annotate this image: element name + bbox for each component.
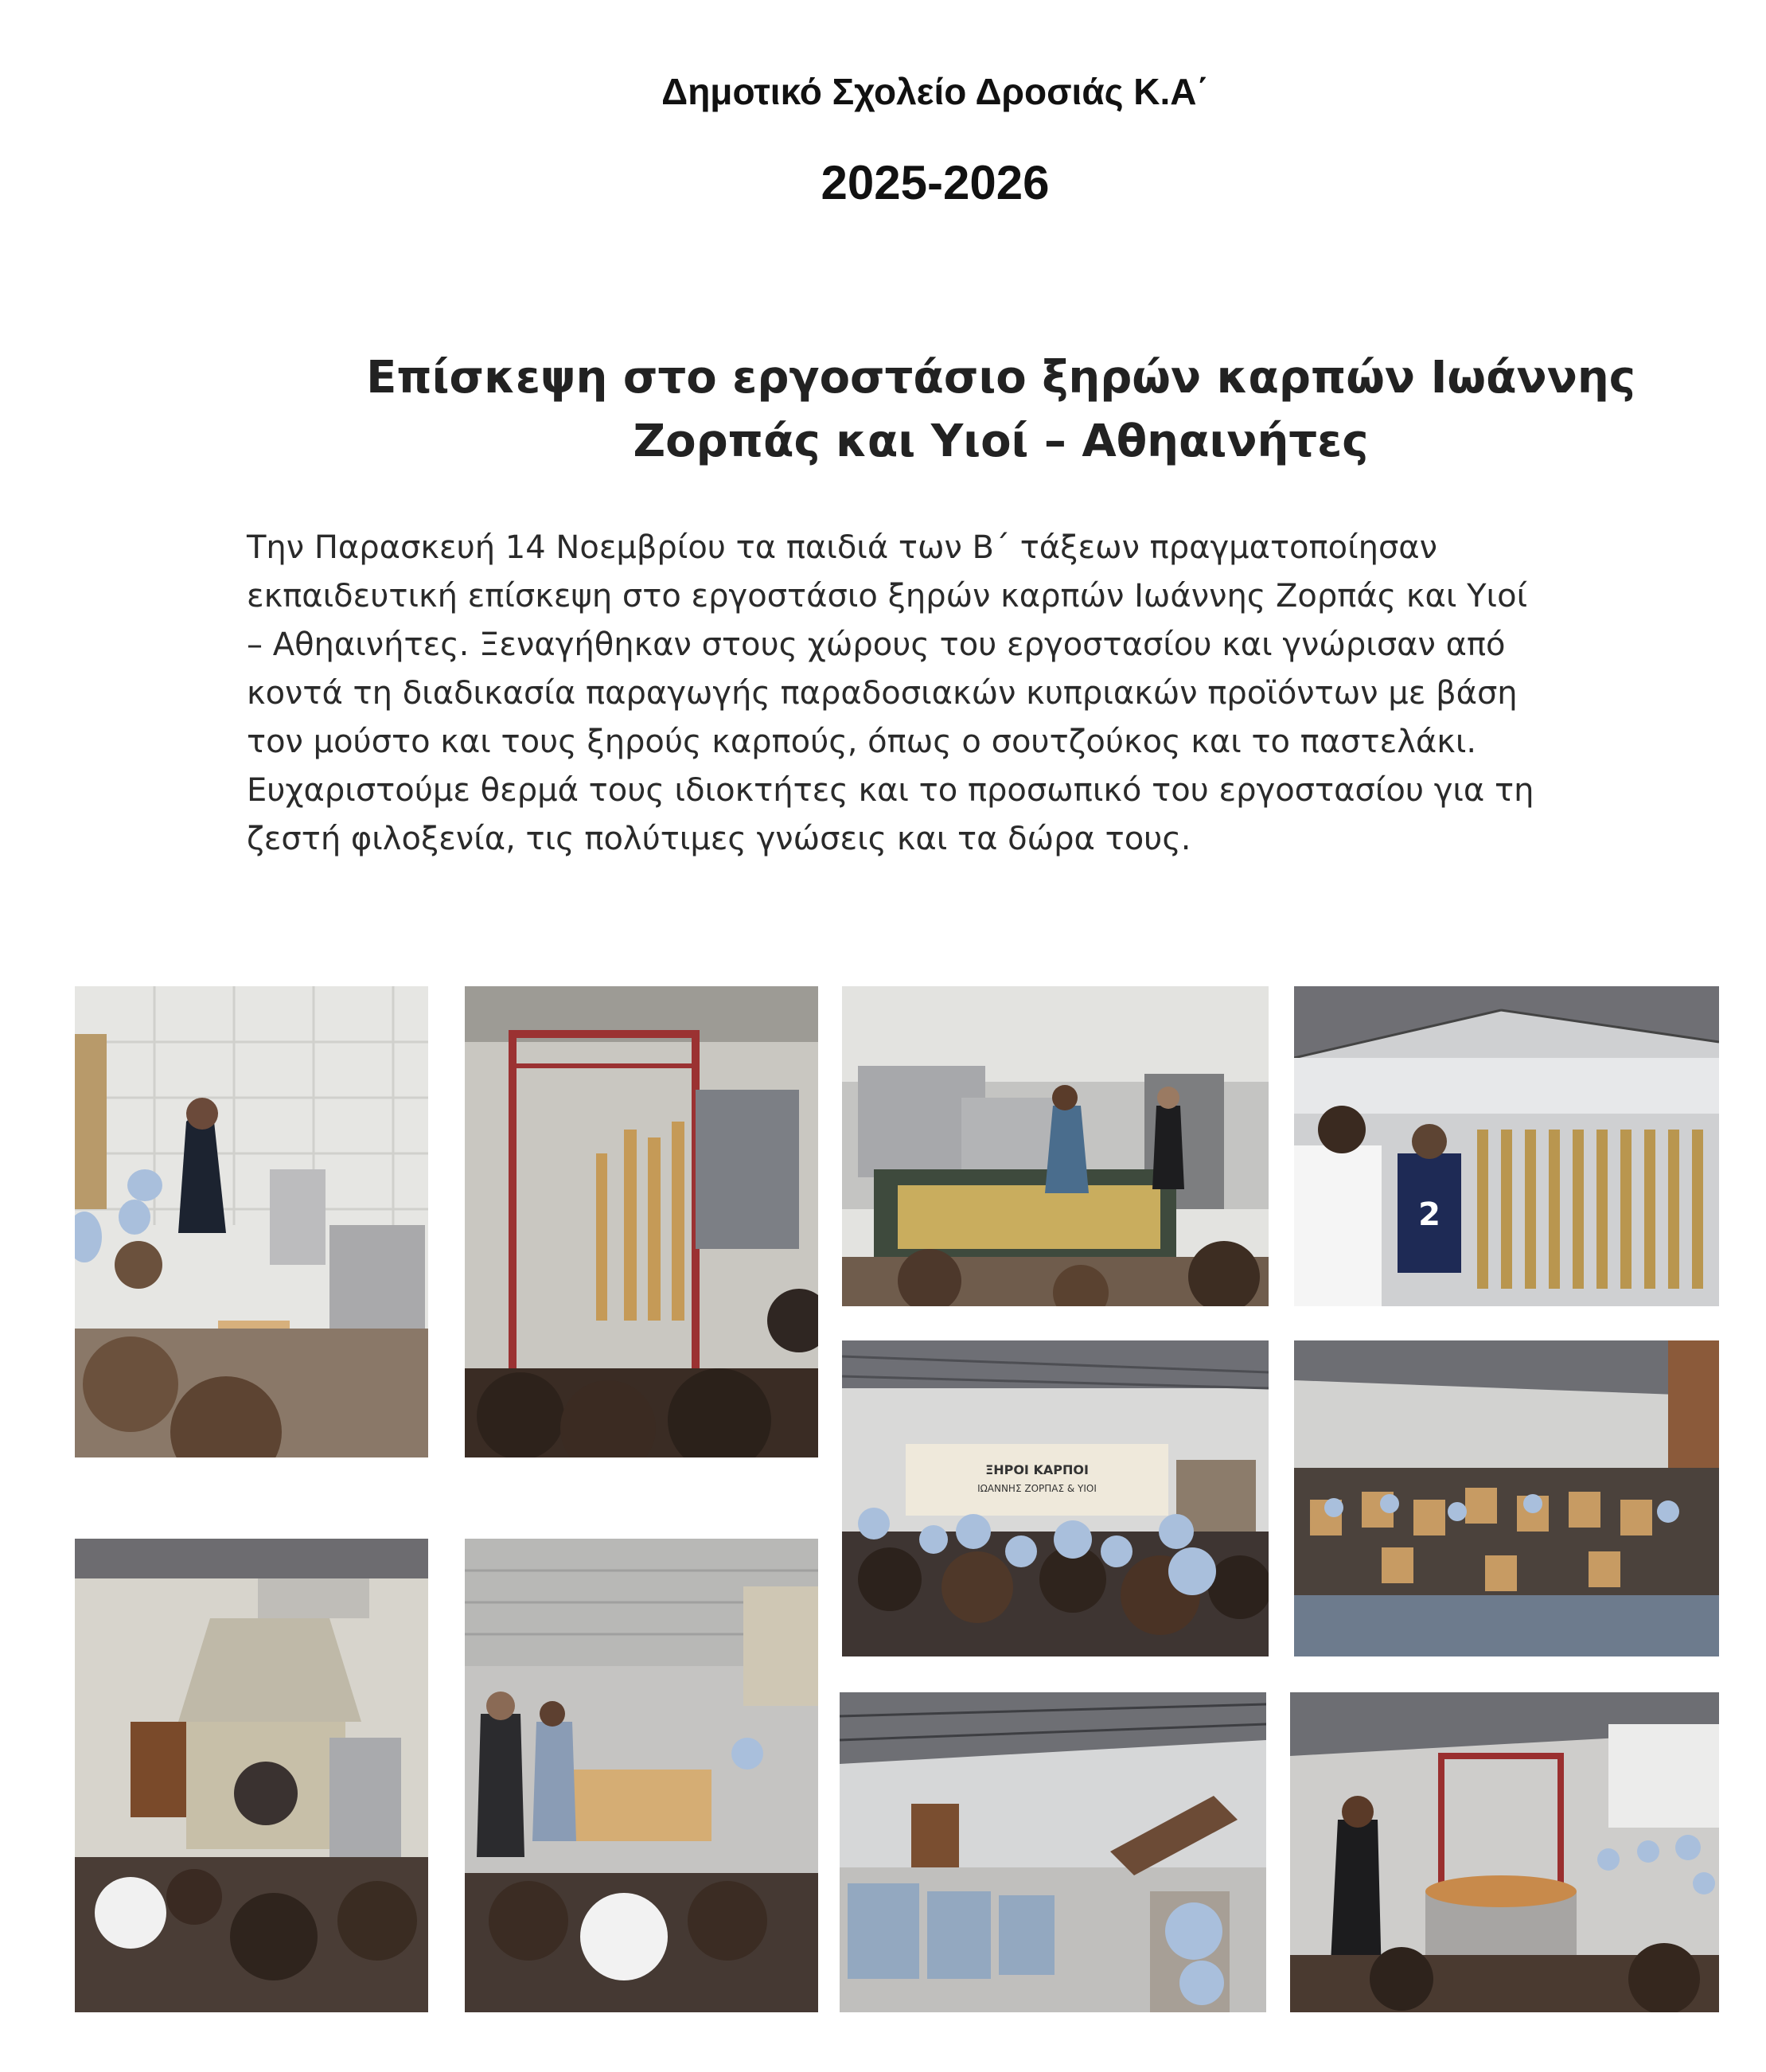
photo-cooking-pot	[1290, 1692, 1719, 2012]
article-title-line: Επίσκεψη στο εργοστάσιο ξηρών καρπών Ιωάννης	[366, 352, 1635, 404]
photo-hall-with-rack	[1294, 986, 1719, 1306]
article-body-line: – Αθηαινήτες. Ξεναγήθηκαν στους χώρους του εργοστασίου και γνώρισαν από	[247, 626, 1506, 663]
photo-pouring-nuts	[842, 986, 1269, 1306]
photo-table-demo	[465, 1539, 818, 2012]
factory-sign-subtitle: ΙΩΑΝΝΗΣ ΖΟΡΠΑΣ & ΥΙΟΙ	[977, 1483, 1097, 1494]
jersey-number: 2	[1418, 1196, 1440, 1233]
photo-company-sign	[842, 1340, 1269, 1656]
article-body-line: ζεστή φιλοξενία, τις πολύτιμες γνώσεις και τα δώρα τους.	[247, 821, 1191, 857]
article-body	[247, 524, 1647, 864]
photo-worker-at-grinder	[75, 986, 428, 1457]
article-body-line: τον μούστο και τους ξηρούς καρπούς, όπως ο σουτζούκος και το παστελάκι.	[247, 724, 1477, 760]
article-body-line: Ευχαριστούμε θερμά τους ιδιοκτήτες και το προσωπικό του εργοστασίου για τη	[247, 772, 1534, 809]
article-title	[239, 346, 1763, 474]
article-body-line: Την Παρασκευή 14 Νοεμβρίου τα παιδιά των Β΄ τάξεων πραγματοποίησαν	[247, 529, 1438, 566]
photo-gift-bags	[1294, 1340, 1719, 1656]
article-body-line: εκπαιδευτική επίσκεψη στο εργοστάσιο ξηρών καρπών Ιωάννης Ζορπάς και Υιοί	[247, 578, 1528, 615]
photo-wood-oven	[75, 1539, 428, 2012]
school-name: Δημοτικό Σχολείο Δροσιάς Κ.Α΄	[661, 71, 1209, 112]
school-year: 2025-2026	[821, 156, 1050, 209]
factory-sign-title: ΞΗΡΟΙ ΚΑΡΠΟΙ	[985, 1462, 1089, 1477]
article-body-line: κοντά τη διαδικασία παραγωγής παραδοσιακών κυπριακών προϊόντων με βάση	[247, 675, 1518, 712]
photo-warehouse	[840, 1692, 1266, 2012]
article-title-line: Ζορπάς και Υιοί – Αθηαινήτες	[633, 416, 1369, 467]
photo-soutzoukos-rack	[465, 986, 818, 1457]
